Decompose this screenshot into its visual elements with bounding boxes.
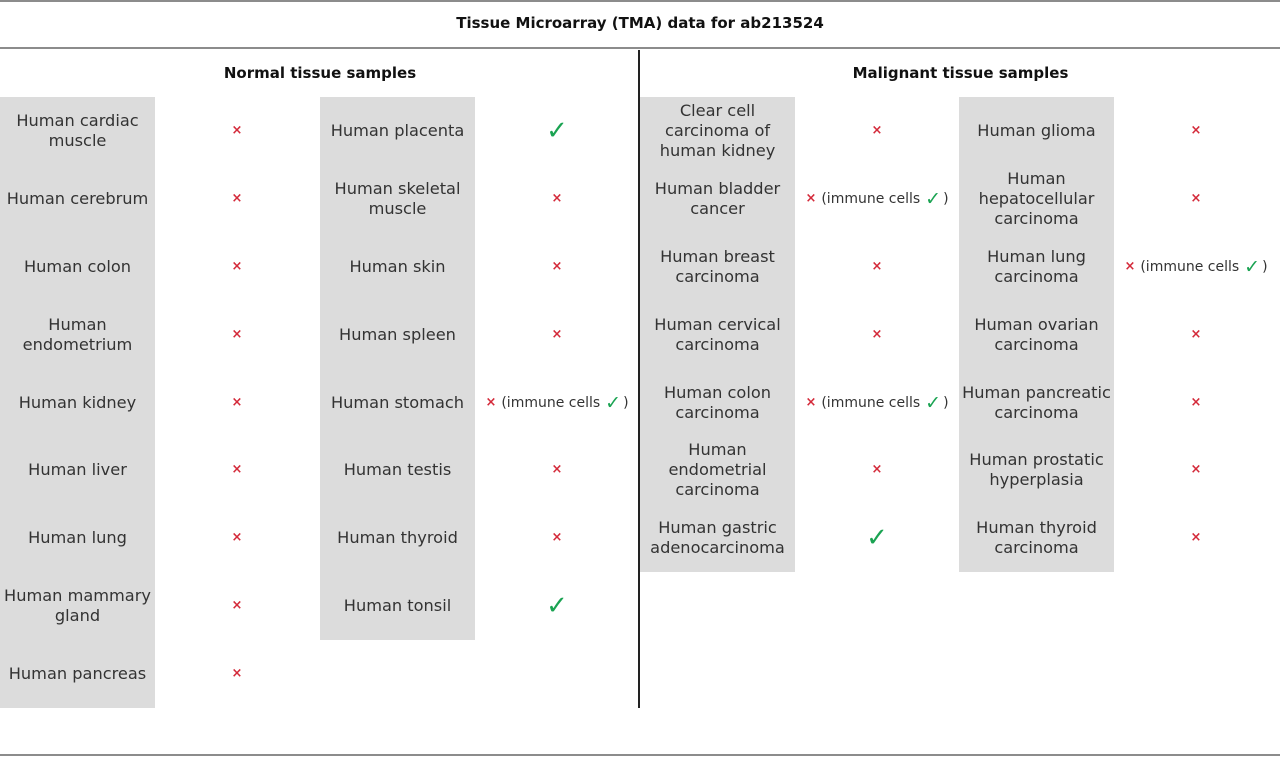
negative-x-icon: × bbox=[805, 394, 817, 410]
malignant-result-column-2 bbox=[1116, 97, 1276, 572]
result-cell bbox=[797, 97, 957, 165]
tissue-label: Human cardiac muscle bbox=[16, 110, 139, 150]
tissue-label: Human endometrium bbox=[22, 314, 133, 354]
tissue-label: Human glioma bbox=[977, 120, 1096, 140]
negative-x-icon: × bbox=[1190, 122, 1202, 138]
result-cell bbox=[477, 436, 637, 504]
tissue-label: Human prostatic hyperplasia bbox=[969, 450, 1104, 490]
result-cell bbox=[1116, 165, 1276, 233]
tissue-label: Human tonsil bbox=[343, 596, 452, 616]
result-cell bbox=[1116, 504, 1276, 572]
tissue-label: Human skeletal muscle bbox=[334, 178, 461, 218]
tissue-label: Human lung bbox=[28, 528, 127, 548]
result-cell bbox=[477, 233, 637, 301]
immune-cells-label: (immune cells bbox=[821, 190, 921, 207]
result-cell bbox=[157, 640, 317, 708]
malignant-section-heading: Malignant tissue samples bbox=[852, 64, 1069, 82]
tissue-label: Human placenta bbox=[330, 120, 465, 140]
tissue-label: Human pancreatic carcinoma bbox=[962, 382, 1111, 422]
bottom-rule bbox=[0, 754, 1280, 756]
title-rule bbox=[0, 47, 1280, 49]
normal-section-heading: Normal tissue samples bbox=[223, 64, 417, 82]
tissue-label: Human ovarian carcinoma bbox=[974, 314, 1099, 354]
result-cell bbox=[477, 165, 637, 233]
positive-check-icon: ✓ bbox=[866, 523, 888, 554]
negative-x-icon: × bbox=[231, 394, 243, 410]
negative-x-icon: × bbox=[231, 462, 243, 478]
closing-paren: ) bbox=[1262, 258, 1268, 275]
result-cell bbox=[157, 97, 317, 165]
negative-x-icon: × bbox=[231, 598, 243, 614]
result-cell bbox=[157, 165, 317, 233]
result-cell bbox=[1116, 369, 1276, 437]
positive-check-icon: ✓ bbox=[546, 115, 568, 146]
negative-x-icon: × bbox=[1190, 190, 1202, 206]
result-cell bbox=[477, 301, 637, 369]
tissue-label: Human lung carcinoma bbox=[987, 246, 1086, 286]
result-cell bbox=[477, 369, 637, 437]
negative-x-icon: × bbox=[551, 258, 563, 274]
negative-x-icon: × bbox=[231, 666, 243, 682]
tissue-label: Human hepatocellular carcinoma bbox=[978, 168, 1095, 228]
negative-x-icon: × bbox=[1190, 530, 1202, 546]
negative-x-icon: × bbox=[871, 326, 883, 342]
negative-x-icon: × bbox=[551, 190, 563, 206]
closing-paren: ) bbox=[943, 394, 949, 411]
table-title: Tissue Microarray (TMA) data for ab213524 bbox=[456, 14, 824, 32]
malignant-result-column-1 bbox=[797, 97, 957, 572]
tissue-label: Human liver bbox=[28, 460, 127, 480]
malignant-tissue-column-1 bbox=[640, 97, 795, 572]
result-cell bbox=[797, 165, 957, 233]
result-cell bbox=[477, 504, 637, 572]
tissue-label: Human colon bbox=[24, 256, 131, 276]
negative-x-icon: × bbox=[551, 326, 563, 342]
tissue-label: Human spleen bbox=[339, 324, 456, 344]
negative-x-icon: × bbox=[871, 462, 883, 478]
tissue-label: Human endometrial carcinoma bbox=[668, 440, 767, 500]
negative-x-icon: × bbox=[485, 394, 497, 410]
result-cell bbox=[1116, 301, 1276, 369]
negative-x-icon: × bbox=[551, 530, 563, 546]
tissue-label: Human gastric adenocarcinoma bbox=[650, 518, 785, 558]
result-cell bbox=[477, 97, 637, 165]
tissue-label: Human mammary gland bbox=[4, 586, 151, 626]
negative-x-icon: × bbox=[805, 190, 817, 206]
tissue-label: Human testis bbox=[343, 460, 452, 480]
negative-x-icon: × bbox=[1190, 394, 1202, 410]
tissue-label: Human cervical carcinoma bbox=[654, 314, 781, 354]
tissue-label: Human bladder cancer bbox=[654, 178, 781, 218]
negative-x-icon: × bbox=[1190, 326, 1202, 342]
negative-x-icon: × bbox=[551, 462, 563, 478]
positive-check-icon: ✓ bbox=[546, 591, 568, 622]
negative-x-icon: × bbox=[871, 122, 883, 138]
result-cell bbox=[1116, 436, 1276, 504]
tissue-label: Clear cell carcinoma of human kidney bbox=[659, 100, 776, 160]
positive-check-icon: ✓ bbox=[925, 187, 942, 210]
positive-check-icon: ✓ bbox=[1244, 255, 1261, 278]
tissue-label: Human kidney bbox=[18, 392, 137, 412]
negative-x-icon: × bbox=[1190, 462, 1202, 478]
tissue-label: Human thyroid carcinoma bbox=[976, 518, 1097, 558]
result-cell bbox=[157, 369, 317, 437]
result-cell bbox=[797, 369, 957, 437]
result-cell bbox=[157, 301, 317, 369]
normal-result-column-1 bbox=[157, 97, 317, 708]
normal-tissue-column-2 bbox=[320, 97, 475, 640]
result-cell bbox=[797, 233, 957, 301]
immune-cells-label: (immune cells bbox=[501, 394, 601, 411]
top-rule bbox=[0, 0, 1280, 2]
closing-paren: ) bbox=[623, 394, 629, 411]
positive-check-icon: ✓ bbox=[925, 391, 942, 414]
normal-tissue-column-1 bbox=[0, 97, 155, 708]
result-cell bbox=[477, 572, 637, 640]
result-cell bbox=[1116, 97, 1276, 165]
malignant-tissue-column-2 bbox=[959, 97, 1114, 572]
result-cell bbox=[157, 436, 317, 504]
positive-check-icon: ✓ bbox=[605, 391, 622, 414]
tissue-label: Human thyroid bbox=[337, 528, 458, 548]
result-cell bbox=[157, 233, 317, 301]
result-cell bbox=[797, 436, 957, 504]
result-cell bbox=[157, 572, 317, 640]
negative-x-icon: × bbox=[231, 190, 243, 206]
result-cell bbox=[1116, 233, 1276, 301]
negative-x-icon: × bbox=[871, 258, 883, 274]
negative-x-icon: × bbox=[231, 122, 243, 138]
tissue-label: Human pancreas bbox=[8, 664, 147, 684]
tissue-label: Human stomach bbox=[330, 392, 465, 412]
negative-x-icon: × bbox=[231, 326, 243, 342]
normal-result-column-2 bbox=[477, 97, 637, 640]
tissue-label: Human cerebrum bbox=[6, 188, 149, 208]
tissue-label: Human colon carcinoma bbox=[664, 382, 771, 422]
negative-x-icon: × bbox=[231, 530, 243, 546]
result-cell bbox=[797, 301, 957, 369]
immune-cells-label: (immune cells bbox=[821, 394, 921, 411]
immune-cells-label: (immune cells bbox=[1140, 258, 1240, 275]
result-cell bbox=[797, 504, 957, 572]
negative-x-icon: × bbox=[231, 258, 243, 274]
closing-paren: ) bbox=[943, 190, 949, 207]
result-cell bbox=[157, 504, 317, 572]
tissue-label: Human breast carcinoma bbox=[660, 246, 775, 286]
negative-x-icon: × bbox=[1124, 258, 1136, 274]
tissue-label: Human skin bbox=[349, 256, 446, 276]
